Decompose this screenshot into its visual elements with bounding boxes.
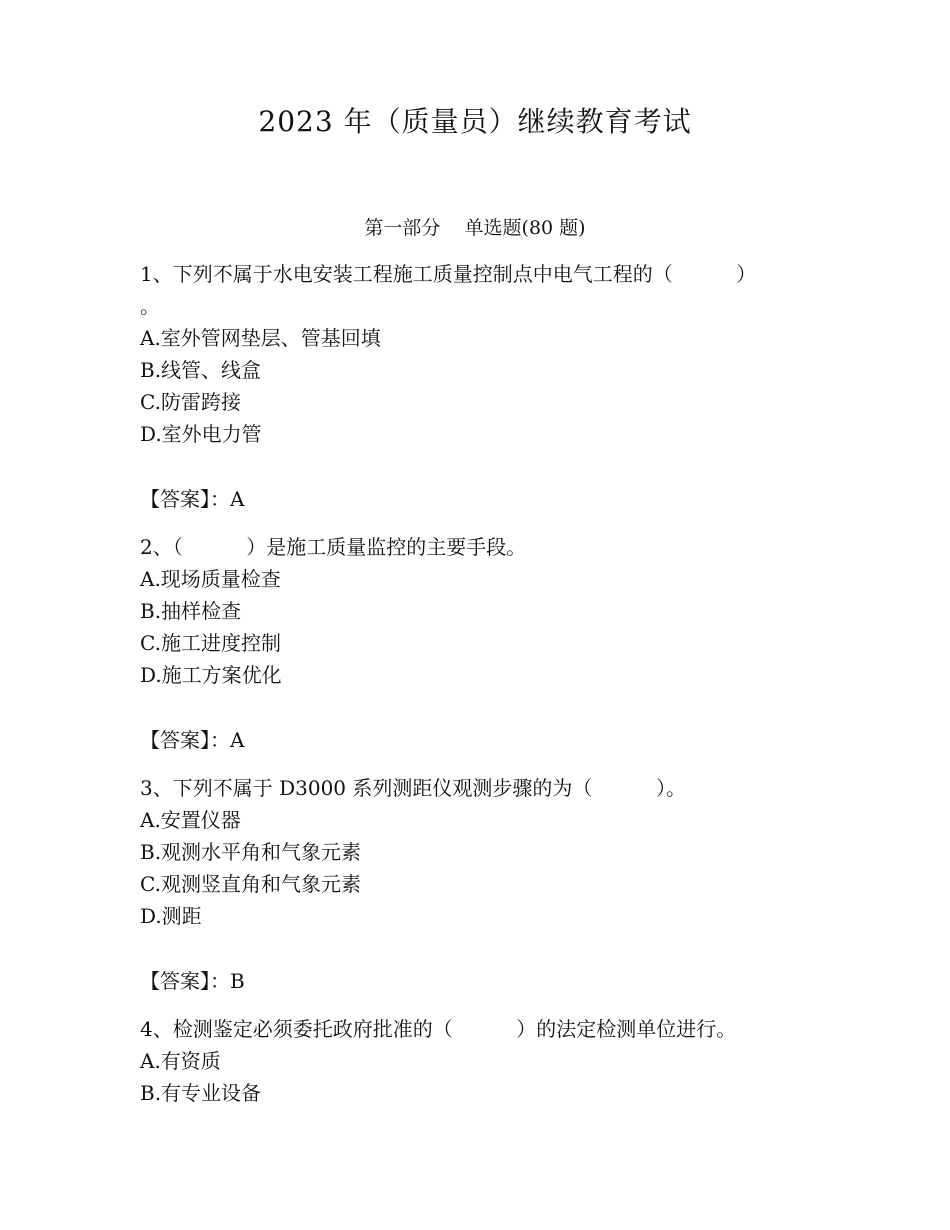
question-stem: 3、下列不属于 D3000 系列测距仪观测步骤的为（ ）。	[140, 776, 686, 800]
question-list	[140, 258, 820, 1109]
question-stem: 1、下列不属于水电安装工程施工质量控制点中电气工程的（ ）	[140, 262, 757, 286]
option-d: D.施工方案优化	[140, 663, 282, 687]
option-b: B.抽样检查	[140, 599, 242, 623]
option-c: C.施工进度控制	[140, 631, 281, 655]
option-a: A.有资质	[140, 1049, 221, 1073]
option-b: B.观测水平角和气象元素	[140, 840, 362, 864]
question-stem: 2、（ ）是施工质量监控的主要手段。	[140, 535, 527, 559]
question-stem-continuation: 。	[140, 294, 160, 318]
option-d: D.室外电力管	[140, 422, 262, 446]
option-b: B.有专业设备	[140, 1081, 262, 1105]
section-heading: 第一部分 单选题(80 题)	[364, 217, 586, 239]
question-2	[140, 531, 820, 756]
option-c: C.防雷跨接	[140, 390, 241, 414]
answer-line: 【答案】：A	[140, 487, 245, 511]
option-a: A.现场质量检查	[140, 567, 281, 591]
document-title: 2023 年（质量员）继续教育考试	[258, 105, 692, 138]
option-a: A.室外管网垫层、管基回填	[140, 326, 381, 350]
option-c: C.观测竖直角和气象元素	[140, 872, 361, 896]
question-3	[140, 772, 820, 997]
answer-line: 【答案】：B	[140, 969, 245, 993]
option-b: B.线管、线盒	[140, 358, 262, 382]
question-4	[140, 1013, 820, 1109]
question-stem: 4、检测鉴定必须委托政府批准的（ ）的法定检测单位进行。	[140, 1017, 737, 1041]
question-1	[140, 258, 820, 515]
option-d: D.测距	[140, 904, 202, 928]
answer-line: 【答案】：A	[140, 728, 245, 752]
option-a: A.安置仪器	[140, 808, 241, 832]
